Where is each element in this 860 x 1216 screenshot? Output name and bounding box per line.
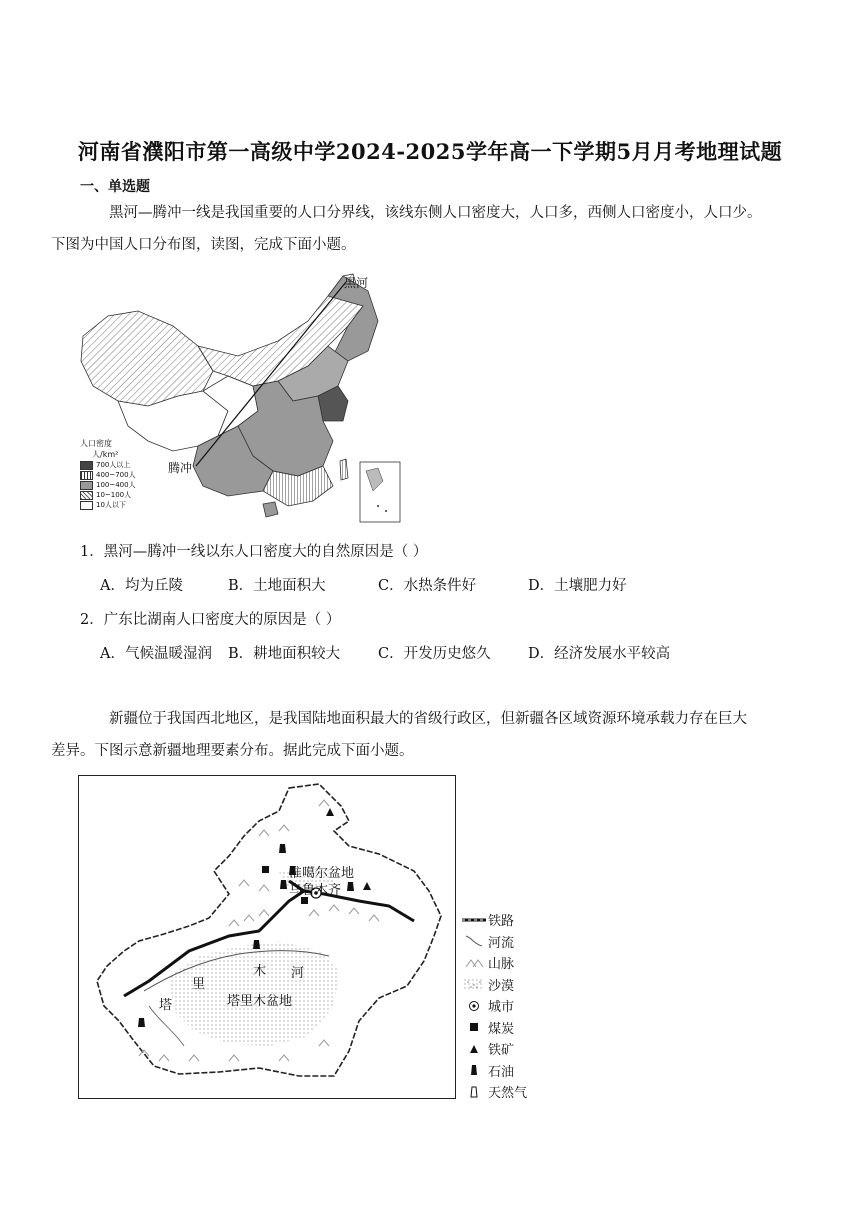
xinjiang-region — [81, 311, 213, 406]
legend-row: 10人以下 — [80, 500, 150, 510]
passage-2 — [51, 703, 785, 767]
passage-1-line-2: 下图为中国人口分布图，读图，完成下面小题。 — [51, 237, 356, 253]
label-tarim-basin: 塔里木盆地 — [227, 994, 293, 1009]
oil-marker — [347, 882, 354, 891]
legend-iron: 铁矿 — [462, 1038, 527, 1060]
label-junggar-basin: 准噶尔盆地 — [289, 866, 355, 881]
passage-1 — [51, 197, 785, 261]
gas-icon — [462, 1085, 486, 1099]
legend-railway: 铁路 — [488, 914, 515, 930]
coal-icon — [462, 1020, 486, 1034]
legend-unit: 人/km² — [92, 450, 119, 459]
passage-2-line-1: 新疆位于我国西北地区，是我国陆地面积最大的省级行政区，但新疆各区域资源环境承载力存在巨大 — [109, 711, 747, 727]
iron-icon — [462, 1042, 486, 1056]
river-char: 河 — [291, 966, 305, 981]
legend-oil: 石油 — [462, 1060, 527, 1082]
hainan-island — [263, 502, 278, 517]
oil-icon — [462, 1063, 486, 1077]
river-char: 塔 — [159, 998, 173, 1013]
legend-row: 10~100人 — [80, 490, 150, 500]
oil-marker — [138, 1018, 145, 1027]
option-d[interactable]: D．经济发展水平较高 — [528, 646, 671, 662]
city-icon — [462, 999, 486, 1013]
legend-row: 700人以上 — [80, 460, 150, 470]
label-urumqi: 乌鲁木齐 — [289, 883, 342, 898]
river-icon — [462, 934, 486, 948]
question-2-options — [100, 642, 670, 663]
xinjiang-map — [78, 775, 456, 1099]
oil-marker — [279, 844, 286, 853]
question-1-stem: 1．黑河—腾冲一线以东人口密度大的自然原因是（ ） — [80, 544, 428, 560]
river-char: 里 — [192, 977, 206, 992]
legend-title: 人口密度 — [80, 439, 112, 448]
legend-gas: 天然气 — [462, 1081, 527, 1103]
passage-2-line-2: 差异。下图示意新疆地理要素分布。据此完成下面小题。 — [51, 743, 414, 759]
legend-coal: 煤炭 — [462, 1017, 527, 1039]
coal-marker — [262, 866, 269, 873]
xinjiang-map-graphic — [79, 776, 455, 1098]
label-heihe: 黑河 — [344, 276, 369, 290]
passage-1-line-1: 黑河—腾冲一线是我国重要的人口分界线，该线东侧人口密度大，人口多，西侧人口密度小，人口少。 — [109, 205, 762, 221]
legend-row: 100~400人 — [80, 480, 150, 490]
legend-row: 400~700人 — [80, 470, 150, 480]
option-d[interactable]: D．土壤肥力好 — [528, 578, 627, 594]
river-char: 木 — [253, 964, 267, 979]
mountain-icon — [462, 956, 486, 970]
coal-marker — [301, 897, 308, 904]
option-b[interactable]: B．土地面积大 — [228, 578, 326, 594]
population-legend — [80, 438, 150, 510]
question-2-stem: 2．广东比湖南人口密度大的原因是（ ） — [80, 612, 341, 628]
legend-desert: 沙漠 — [462, 974, 527, 996]
question-1-options — [100, 574, 627, 595]
taiwan-island — [340, 459, 348, 480]
option-a[interactable]: A．气候温暖湿润 — [100, 646, 212, 662]
option-a[interactable]: A．均为丘陵 — [100, 578, 183, 594]
desert-icon — [462, 977, 486, 991]
option-b[interactable]: B．耕地面积较大 — [228, 646, 341, 662]
section-heading: 一、单选题 — [80, 179, 150, 195]
xinjiang-legend — [462, 909, 527, 1103]
legend-city: 城市 — [462, 995, 527, 1017]
option-c[interactable]: C．水热条件好 — [378, 578, 477, 594]
legend-river: 河流 — [462, 931, 527, 953]
legend-mountain: 山脉 — [462, 952, 527, 974]
china-population-map — [78, 266, 408, 526]
oil-marker — [253, 940, 260, 949]
label-tengchong: 腾冲 — [168, 461, 193, 475]
page-title: 河南省濮阳市第一高级中学2024-2025学年高一下学期5月月考地理试题 — [77, 139, 783, 164]
oil-marker — [280, 880, 287, 889]
option-c[interactable]: C．开发历史悠久 — [378, 646, 491, 662]
